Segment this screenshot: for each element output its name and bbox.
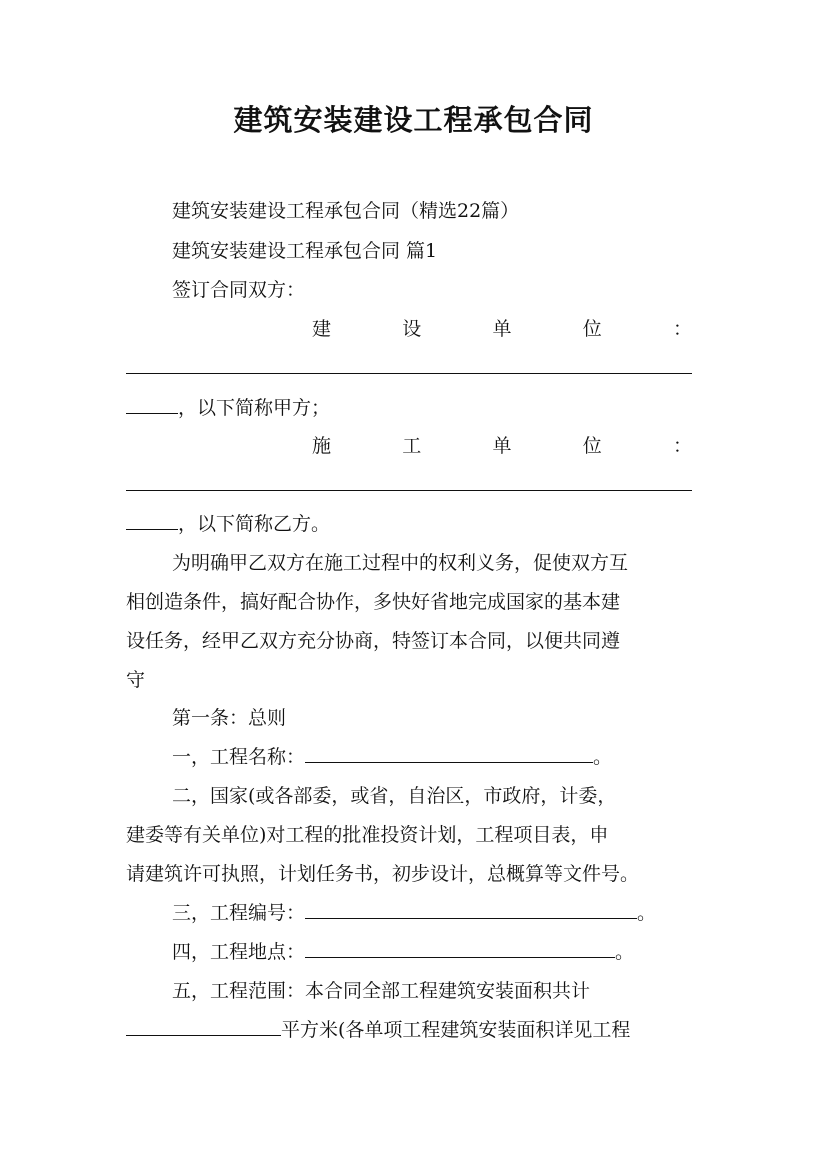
item-label: 三，工程编号： [172, 902, 306, 924]
party-a-blank [126, 393, 178, 414]
party-a-blank-line [126, 373, 692, 374]
party-a-label [312, 314, 692, 344]
item-project-number [172, 898, 702, 928]
item-period: 。 [593, 746, 613, 768]
party-a-char: ： [672, 318, 692, 340]
party-b-alias: ，以下简称乙方。 [178, 513, 331, 535]
parties-label: 签订合同双方： [172, 279, 306, 301]
party-a-char: 位 [582, 318, 602, 340]
area-blank [126, 1015, 281, 1036]
item-period: 。 [637, 902, 657, 924]
party-b-alias-line [126, 509, 701, 539]
item-approval-line: 二，国家(或各部委，或省，自治区，市政府，计委， [172, 785, 617, 807]
item-approval-line: 建委等有关单位)对工程的批准投资计划，工程项目表，申 [126, 824, 609, 846]
item-scope-text: 平方米(各单项工程建筑安装面积详见工程 [281, 1019, 631, 1041]
project-name-blank [305, 742, 593, 763]
party-a-char: 建 [312, 318, 332, 340]
party-b-blank [126, 509, 178, 530]
party-b-char: ： [672, 435, 692, 457]
party-b-label [312, 431, 692, 461]
article-heading: 第一条：总则 [172, 707, 287, 729]
party-b-char: 施 [312, 435, 332, 457]
party-a-char: 单 [492, 318, 512, 340]
party-b-char: 工 [402, 435, 422, 457]
item-label: 四，工程地点： [172, 941, 306, 963]
party-a-char: 设 [402, 318, 422, 340]
item-project-scope-cont [126, 1015, 701, 1045]
item-label: 一，工程名称： [172, 746, 306, 768]
party-b-blank-line [126, 490, 692, 491]
preamble-line: 设任务，经甲乙双方充分协商，特签订本合同，以便共同遵 [126, 630, 621, 652]
item-period: 。 [615, 941, 635, 963]
party-a-alias: ，以下简称甲方； [178, 397, 331, 419]
item-approval-line: 请建筑许可执照，计划任务书，初步设计，总概算等文件号。 [126, 863, 640, 885]
subtitle-line: 建筑安装建设工程承包合同（精选22篇） [172, 200, 520, 222]
item-project-name [172, 742, 702, 772]
section-heading: 建筑安装建设工程承包合同 篇1 [172, 240, 438, 262]
item-project-scope: 五，工程范围：本合同全部工程建筑安装面积共计 [172, 980, 591, 1002]
project-location-blank [305, 937, 615, 958]
item-project-location [172, 937, 702, 967]
preamble-line: 守 [126, 669, 146, 691]
party-a-alias-line [126, 393, 701, 423]
document-title: 建筑安装建设工程承包合同 [233, 103, 594, 137]
party-b-char: 位 [582, 435, 602, 457]
project-number-blank [305, 898, 637, 919]
party-b-char: 单 [492, 435, 512, 457]
preamble-line: 为明确甲乙双方在施工过程中的权利义务，促使双方互 [172, 552, 629, 574]
preamble-line: 相创造条件，搞好配合协作，多快好省地完成国家的基本建 [126, 591, 621, 613]
